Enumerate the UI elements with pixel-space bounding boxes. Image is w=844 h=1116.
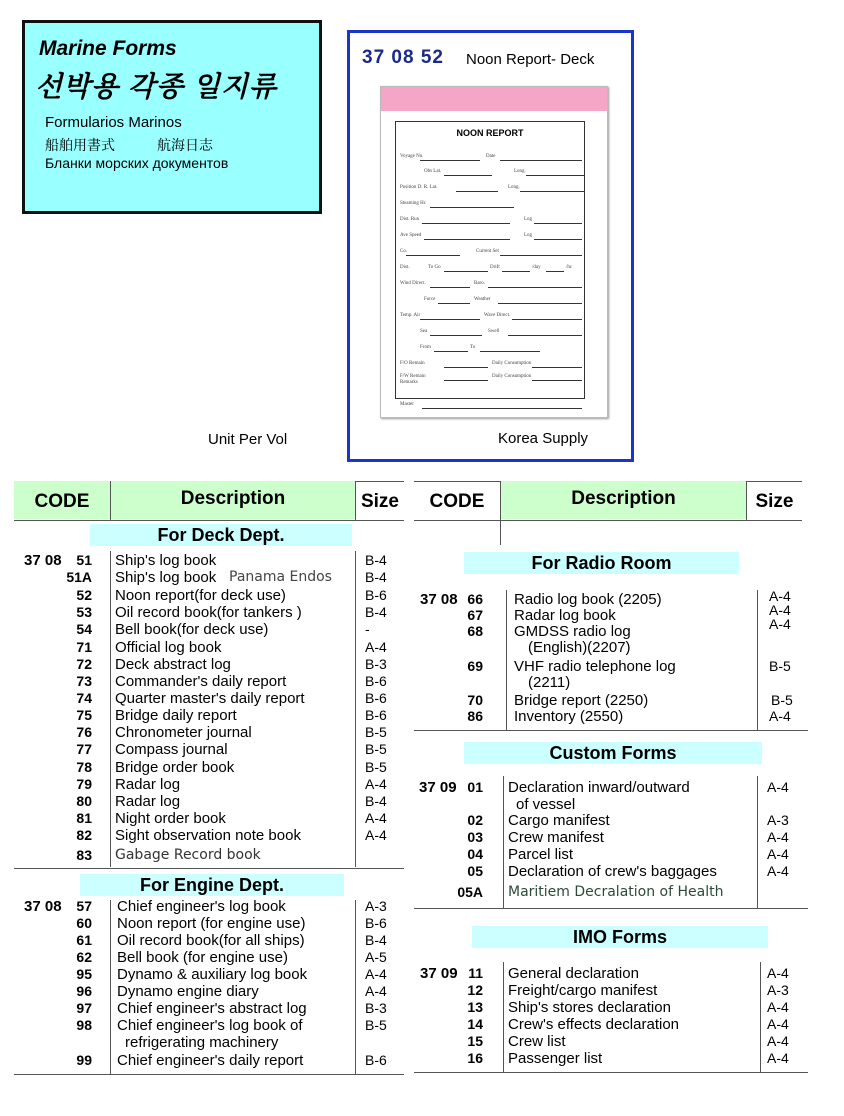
product-box [347,30,634,462]
row-code: 76 [76,724,92,740]
row-code: 11 [468,965,483,981]
row-size: B-6 [365,690,387,706]
row-size: A-4 [365,966,387,982]
row-size: A-4 [769,588,791,604]
row-description: Bridge report (2250) [514,692,649,709]
form-field-label: Long. [508,185,520,190]
row-code: 99 [76,1052,92,1068]
imo-bottom-border [414,1072,808,1073]
custom-bottom-border [414,908,808,909]
radio-col-line-2 [757,590,758,730]
form-field-label: Log [524,217,533,222]
row-description: Sight observation note book [115,827,301,844]
custom-col-line-2 [757,776,758,908]
form-field-label: From [420,345,431,350]
form-field-label: F/O Remain [400,361,425,366]
row-description: Noon report (for engine use) [117,915,306,932]
row-description: Radar log [115,776,181,793]
form-field-label: Dist. Run [400,217,420,222]
row-description: Radar log book [514,607,616,624]
form-field-line [500,160,582,161]
row-size: A-4 [365,827,387,843]
product-supplier: Korea Supply [498,430,589,447]
form-master-line [422,408,582,409]
row-description: VHF radio telephone log [514,658,676,675]
row-description: Bridge order book [115,759,235,776]
engine-bottom-border [14,1074,404,1075]
row-description: Chief engineer's log book of [117,1017,303,1034]
imo-col-line-2 [760,962,761,1072]
form-field-label: Wind Direct. [400,281,426,286]
row-code: 05 [467,863,483,879]
deck-col-line-2 [355,551,356,867]
form-field-line [498,303,582,304]
row-description: Dynamo & auxiliary log book [117,966,308,983]
row-description: Radar log [115,793,181,810]
row-description: Quarter master's daily report [115,690,305,707]
row-size: A-4 [767,846,789,862]
row-code: 67 [467,607,483,623]
row-code: 98 [76,1017,92,1033]
unit-per-vol-label: Unit Per Vol [208,431,288,448]
form-field-label: Date [486,154,496,159]
section-deck-dept: For Deck Dept. [90,524,352,546]
right-top-col-line-1 [500,521,501,545]
row-size: B-6 [365,707,387,723]
row-size: B-5 [365,1017,387,1033]
form-field-line [438,303,470,304]
row-description: Night order book [115,810,226,827]
right-header-bottom-border [414,520,802,521]
product-code: 37 08 52 [362,47,444,68]
row-code: 61 [76,932,92,948]
form-field-label: Baro. [474,281,485,286]
deck-code-prefix: 37 08 [24,552,62,569]
radio-col-line-1 [506,590,507,730]
row-code: 51 [76,552,92,568]
form-field-label: Daily Consumption [492,361,532,366]
engine-col-line-2 [355,900,356,1074]
form-field-line [532,380,582,381]
row-size: B-3 [365,656,387,672]
section-custom-forms: Custom Forms [464,742,762,764]
form-field-line [508,335,582,336]
row-code: 80 [76,793,92,809]
form-field-label: Sea [420,329,428,334]
form-field-label: Remarks [400,380,418,385]
row-description: Compass journal [115,741,228,758]
form-field-line [444,367,488,368]
form-field-label: /day [532,265,541,270]
row-description: Cargo manifest [508,812,610,829]
row-code: 68 [467,623,483,639]
row-code: 12 [467,982,483,998]
row-code: 79 [76,776,92,792]
row-description-extra: refrigerating machinery [125,1034,279,1051]
form-field-line [430,335,482,336]
custom-col-line-1 [503,776,504,908]
row-code: 04 [467,846,483,862]
form-field-label: To [470,345,476,350]
row-size: B-3 [365,1000,387,1016]
row-description: Radio log book (2205) [514,591,662,608]
row-code: 66 [467,591,483,607]
row-size: - [365,621,370,637]
title-chinese-2: 航海日志 [157,137,213,153]
row-size: B-4 [365,552,387,568]
title-box [22,20,322,214]
form-field-line [430,207,514,208]
left-code-header-cell [14,481,110,519]
title-korean: 선박용 각종 일지류 [35,71,277,102]
left-size-header-cell [356,481,404,519]
form-field-label: Voyage No. [400,154,424,159]
row-description: GMDSS radio log [514,623,631,640]
row-description: Noon report(for deck use) [115,587,286,604]
form-field-line [444,380,488,381]
row-description: Dynamo engine diary [117,983,259,1000]
form-field-label: /hr. [566,265,573,270]
row-size: B-5 [365,724,387,740]
row-code: 96 [76,983,92,999]
row-code: 71 [76,639,92,655]
row-description: Chief engineer's log book [117,898,286,915]
row-description-extra: (English)(2207) [528,639,631,656]
row-code: 97 [76,1000,92,1016]
row-size: A-4 [767,829,789,845]
form-field-line [534,223,582,224]
form-field-line [444,175,492,176]
form-field-label: Co. [400,249,408,254]
row-code: 05A [457,884,483,900]
row-description: Deck abstract log [115,656,231,673]
row-description-extra: (2211) [528,674,571,691]
radio-code-prefix: 37 08 [420,591,458,608]
form-field-line [420,160,480,161]
row-description: Commander's daily report [115,673,287,690]
row-code: 77 [76,741,92,757]
form-field-label: Weather [474,297,491,302]
row-size: B-6 [365,673,387,689]
row-description: Bridge daily report [115,707,237,724]
form-field-label: Force [424,297,436,302]
row-description: Crew list [508,1033,566,1050]
row-code: 16 [467,1050,483,1066]
row-size: A-4 [769,616,791,632]
row-size: A-4 [767,1033,789,1049]
row-size: A-5 [365,949,387,965]
title-english: Marine Forms [39,37,177,60]
left-desc-header-cell [111,481,355,519]
form-field-line [424,239,510,240]
form-field-label: Dist. [400,265,410,270]
row-code: 86 [467,708,483,724]
form-field-line [406,255,460,256]
engine-col-line-1 [110,900,111,1074]
right-size-header-cell [747,481,802,519]
row-size: B-6 [365,1052,387,1068]
row-size: A-3 [767,812,789,828]
form-field-line [420,319,480,320]
row-description: Ship's stores declaration [508,999,671,1016]
row-size: A-3 [767,982,789,998]
row-size: B-4 [365,793,387,809]
row-code: 81 [76,810,92,826]
row-code: 54 [76,621,92,637]
section-radio-room: For Radio Room [464,552,739,574]
row-size: A-3 [365,898,387,914]
deck-bottom-border [14,868,404,869]
right-size-header: Size [755,491,794,512]
row-size: A-4 [767,779,789,795]
section-engine-dept: For Engine Dept. [80,874,344,896]
row-description: Freight/cargo manifest [508,982,658,999]
deck-col-line-1 [110,551,111,867]
radio-bottom-border [414,730,808,731]
row-size: B-6 [365,587,387,603]
form-field-label: Long. [514,169,526,174]
row-description: Official log book [115,639,222,656]
row-code: 78 [76,759,92,775]
row-size: B-4 [365,932,387,948]
right-code-header-cell [414,481,500,519]
left-description-header: Description [180,488,286,509]
form-field-label: Drift [490,265,500,270]
form-field-line [512,319,582,320]
imo-code-prefix: 37 09 [420,965,458,982]
right-code-header: CODE [429,491,485,512]
row-description: Oil record book(for tankers ) [115,604,302,621]
row-size: A-4 [767,999,789,1015]
form-field-label: Master [400,402,414,407]
row-code: 51A [66,569,92,585]
form-field-line [434,351,468,352]
row-size: A-4 [767,863,789,879]
form-frame [395,121,585,407]
row-description: Chief engineer's daily report [117,1052,304,1069]
row-description: Inventory (2550) [514,708,624,725]
row-code: 03 [467,829,483,845]
row-description: Crew's effects declaration [508,1016,679,1033]
title-russian: Бланки морских документов [45,155,229,171]
row-description: Passenger list [508,1050,603,1067]
form-field-label: Log [524,233,533,238]
row-description: Declaration of crew's baggages [508,863,717,880]
left-size-header: Size [360,491,400,512]
form-field-label: F/W Remain [400,374,426,379]
form-field-line [430,287,470,288]
row-size: B-4 [365,604,387,620]
row-code: 70 [467,692,483,708]
row-description: Chronometer journal [115,724,252,741]
row-code: 82 [76,827,92,843]
row-size: A-4 [365,810,387,826]
form-field-label: Ave Speed [400,233,422,238]
row-size: A-4 [365,639,387,655]
row-description: Maritiem Decralation of Health [508,884,724,900]
row-code: 52 [76,587,92,603]
form-field-line [444,271,488,272]
row-code: 75 [76,707,92,723]
form-field-line [456,191,498,192]
form-pink-header [381,87,607,111]
row-size: B-5 [365,759,387,775]
row-size: A-4 [365,983,387,999]
row-description: General declaration [508,965,639,982]
row-code: 15 [467,1033,483,1049]
row-description: Gabage Record book [115,847,261,863]
right-desc-header-cell [501,481,746,519]
form-field-label: Swell [488,329,500,334]
form-title: NOON REPORT [456,128,524,138]
form-field-line [520,191,584,192]
row-size: A-4 [767,965,789,981]
form-field-label: Current Set [476,249,499,254]
engine-code-prefix: 37 08 [24,898,62,915]
form-field-label: Daily Consumption [492,374,532,379]
form-field-line [480,351,540,352]
row-description: Bell book(for deck use) [115,621,269,638]
row-description: Ship's log book [115,552,217,569]
form-field-label: Wave Direct. [484,313,511,318]
form-field-label: Obs Lat. [424,169,442,174]
row-size: B-5 [365,741,387,757]
row-code: 83 [76,847,92,863]
row-size: A-4 [767,1050,789,1066]
form-field-label: Position D. R. Lat. [400,185,438,190]
row-code: 74 [76,690,92,706]
left-header-bottom-border [14,520,404,521]
form-field-line [526,175,584,176]
row-code: 01 [467,779,483,795]
form-field-line [500,255,582,256]
row-code: 14 [467,1016,483,1032]
row-description-extra: of vessel [516,796,576,813]
form-field-label: Steaming Hr. [400,201,427,206]
custom-code-prefix: 37 09 [419,779,457,796]
form-field-label: Temp. Air [400,313,421,318]
form-field-line [502,271,530,272]
form-field-line [422,223,510,224]
row-description: Oil record book(for all ships) [117,932,305,949]
row-description: Crew manifest [508,829,604,846]
row-size: B-6 [365,915,387,931]
title-chinese-1: 船舶用書式 [45,137,115,153]
row-size: A-4 [365,776,387,792]
form-field-line [532,367,582,368]
row-size: B-5 [769,658,791,674]
row-size: B-4 [365,569,387,585]
product-name: Noon Report- Deck [466,51,595,68]
row-description: Ship's log book [115,569,217,586]
form-field-line [488,287,582,288]
row-size: B-5 [771,692,793,708]
row-description: Declaration inward/outward [508,779,690,796]
section-imo-forms: IMO Forms [472,926,768,948]
row-code: 62 [76,949,92,965]
row-description: Bell book (for engine use) [117,949,288,966]
row-description: Parcel list [508,846,574,863]
form-field-label: To Go [428,265,441,270]
right-description-header: Description [571,488,676,509]
row-size: A-4 [767,1016,789,1032]
row-code: 69 [467,658,483,674]
row-size: A-4 [769,602,791,618]
left-code-header: CODE [34,491,90,512]
form-field-line [546,271,564,272]
row-code: 53 [76,604,92,620]
row-code: 57 [76,898,92,914]
form-field-line [534,239,582,240]
row-code: 95 [76,966,92,982]
row-size: A-4 [769,708,791,724]
row-code: 72 [76,656,92,672]
row-code: 13 [467,999,483,1015]
row-code: 60 [76,915,92,931]
row-code: 02 [467,812,483,828]
noon-report-form-image [380,86,608,418]
imo-col-line-1 [503,962,504,1072]
row-description: Chief engineer's abstract log [117,1000,307,1017]
title-spanish: Formularios Marinos [45,114,182,131]
row-description-extra: Panama Endos [229,569,332,585]
row-code: 73 [76,673,92,689]
